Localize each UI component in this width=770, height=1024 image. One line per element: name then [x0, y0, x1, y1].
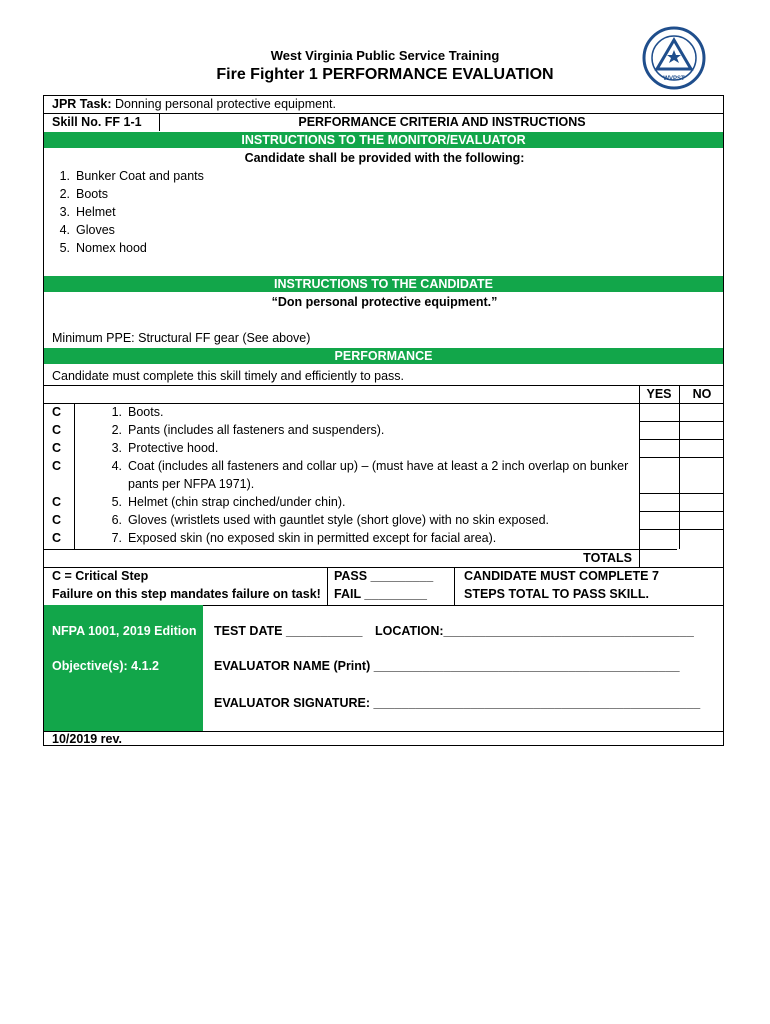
jpr-value: Donning personal protective equipment.	[115, 97, 336, 111]
criteria-heading: PERFORMANCE CRITERIA AND INSTRUCTIONS	[298, 115, 586, 129]
evaluation-sheet: JPR Task: Donning personal protective equipment. Skill No. FF 1-1 PERFORMANCE CRITERIA AND INSTRUCTIONS INSTRUCTIONS TO THE MONITOR/EVALUATOR Candidate shall be provided with the following: 1. Bunker Coat and pants 2. Boots 3. Helmet 4. Gloves 5. Nomex hood INSTRUCTIONS TO THE CANDIDATE “Don personal protective equipment.” Minimum PPE: Structural FF gear (See above) PERFORMANCE Candidate must complete this skill timely and efficiently to pass. YES NO C 1. Boots. C 2. Pants (includes all fasteners and suspenders). C 3. Protective hood. C 4. Coat (includes all fasteners and collar up) – (must have at least a 2 inch overlap on bunker pants per NFPA 1971). C 5. Helmet (chin strap cinched/under chin). C 6. Gloves (wristlets used with gauntlet style (short glove) with no skin exposed. C 7. Exposed skin (no exposed skin in permitted except for facial area). TOTALS C = Critical Step Failure on this step mandates failure on task! PASS _________ FAIL _________ CANDIDATE MUST COMPLETE 7 STEPS TOTAL TO PASS SKILL. NFPA 1001, 2019 Edition Objective(s): 4.1.2 TEST DATE ___________ LOCATION:____________________________________ EVALUATOR NAME (Print) ____________________________________________ EVALUATOR SIGNATURE: _______________________________________________ 10/2019 rev.	[43, 95, 724, 746]
equipment-list	[48, 167, 204, 257]
logo-text: WVPST	[663, 76, 685, 82]
test-date-field[interactable]: TEST DATE ___________	[214, 624, 363, 638]
jpr-task	[52, 95, 336, 113]
list-item: 3. Helmet	[59, 205, 116, 219]
performance-heading: PERFORMANCE	[44, 348, 723, 364]
evaluator-signature-field[interactable]: EVALUATOR SIGNATURE: _______________________________________________	[214, 696, 701, 710]
nfpa-edition: NFPA 1001, 2019 Edition	[52, 624, 197, 638]
list-item: 4. Gloves	[59, 223, 115, 237]
skill-number: Skill No. FF 1-1	[52, 115, 142, 129]
nfpa-panel	[44, 605, 203, 731]
candidate-quote: “Don personal protective equipment.”	[271, 295, 498, 309]
location-field[interactable]: LOCATION:____________________________________	[375, 624, 694, 638]
minimum-ppe: Minimum PPE: Structural FF gear (See above)	[52, 331, 311, 345]
list-item: 2. Boots	[59, 187, 108, 201]
candidate-heading: INSTRUCTIONS TO THE CANDIDATE	[44, 276, 723, 292]
fail-field[interactable]: FAIL _________	[334, 587, 427, 601]
monitor-heading: INSTRUCTIONS TO THE MONITOR/EVALUATOR	[44, 132, 723, 148]
performance-intro: Candidate must complete this skill timely and efficiently to pass.	[52, 369, 405, 383]
failure-note: Failure on this step mandates failure on task!	[52, 587, 321, 601]
objectives: Objective(s): 4.1.2	[52, 659, 159, 673]
no-column-header: NO	[692, 387, 712, 401]
list-item: 5. Nomex hood	[59, 241, 147, 255]
requirement-line-2: STEPS TOTAL TO PASS SKILL.	[464, 587, 649, 601]
monitor-intro: Candidate shall be provided with the following:	[244, 151, 525, 165]
revision-date: 10/2019 rev.	[52, 732, 122, 746]
critical-step-legend: C = Critical Step	[52, 569, 149, 583]
requirement-line-1: CANDIDATE MUST COMPLETE 7	[464, 569, 659, 583]
wvpst-seal-icon	[642, 26, 706, 90]
yes-column-header: YES	[646, 387, 672, 401]
totals-label: TOTALS	[583, 551, 632, 565]
pass-field[interactable]: PASS _________	[334, 569, 434, 583]
form-title: Fire Fighter 1 PERFORMANCE EVALUATION	[216, 66, 554, 83]
list-item: 1. Bunker Coat and pants	[59, 169, 204, 183]
jpr-label: JPR Task:	[52, 97, 112, 111]
evaluator-name-field[interactable]: EVALUATOR NAME (Print) ____________________________________________	[214, 659, 680, 673]
organization-name: West Virginia Public Service Training	[270, 48, 500, 63]
